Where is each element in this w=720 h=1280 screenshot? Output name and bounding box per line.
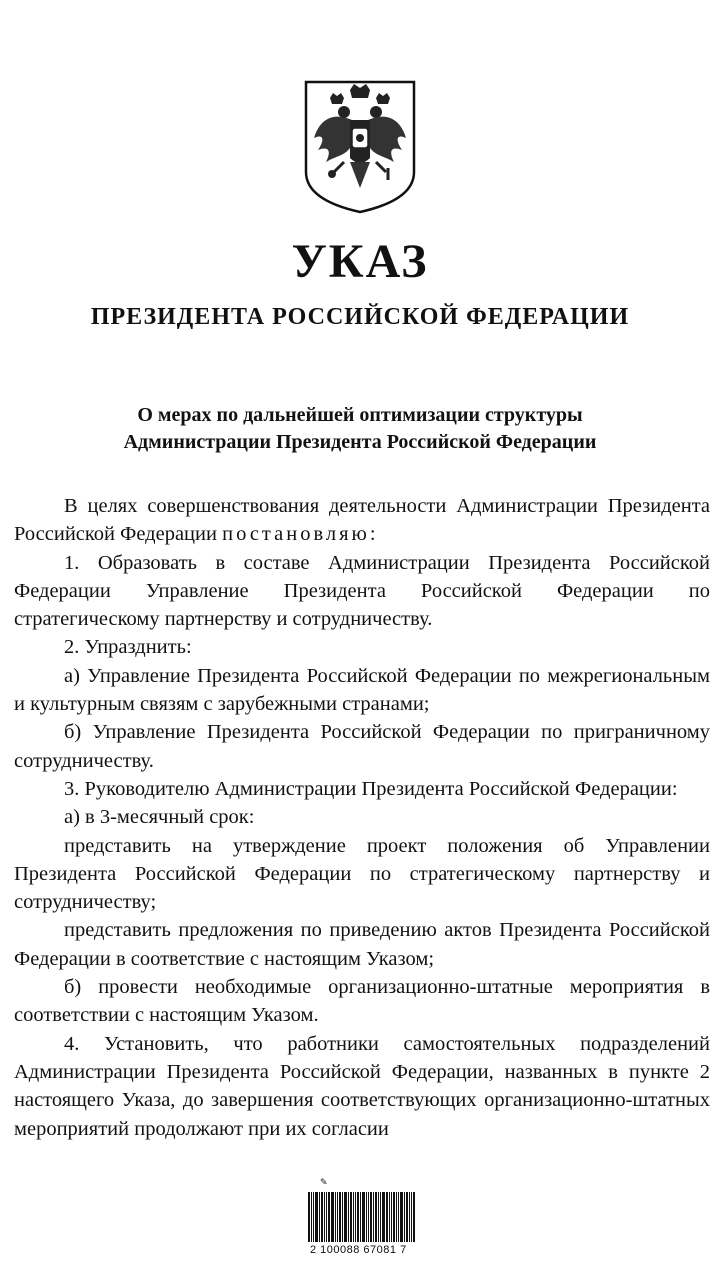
barcode-bar [313,1192,314,1242]
barcode-bar [308,1192,310,1242]
clause-4: 4. Установить, что работники самостоятельных подразделений Администрации Президента Российской Федерации, названных в пункте 2 настоящего Указа, до завершения соответствующих организационно-штатных мероприятий продолжают при их согласии [14,1032,710,1140]
barcode-bar [360,1192,361,1242]
decree-heading-line-1: О мерах по дальнейшей оптимизации структуры [137,404,583,426]
document-footer [300,1178,440,1268]
barcode [308,1192,418,1242]
barcode-bar [378,1192,379,1242]
barcode-bar [393,1192,395,1242]
clause-3b: б) провести необходимые организационно-штатные мероприятия в соответствии с настоящим Указом. [14,976,710,1027]
barcode-bar [398,1192,399,1242]
barcode-bar [362,1192,365,1242]
barcode-bar [389,1192,390,1242]
barcode-bar [366,1192,367,1242]
barcode-bar [319,1192,320,1242]
barcode-bar [331,1192,334,1242]
barcode-bar [350,1192,352,1242]
barcode-bar [411,1192,412,1242]
barcode-bar [344,1192,347,1242]
barcode-bar [335,1192,336,1242]
barcode-bar [339,1192,341,1242]
clause-2a: а) Управление Президента Российской Федерации по межрегиональным и культурным связям с зарубежными странами; [14,664,710,716]
preamble-text: В целях совершенствования деятельности Администрации Президента Российской Федерации [14,495,710,546]
barcode-bar [409,1192,410,1242]
barcode-bar [406,1192,408,1242]
barcode-bar [357,1192,359,1242]
barcode-bar [321,1192,323,1242]
barcode-bar [391,1192,392,1242]
barcode-bar [375,1192,377,1242]
decree-word: постановляю: [222,523,379,546]
barcode-bar [404,1192,405,1242]
barcode-bar [348,1192,349,1242]
barcode-bar [373,1192,374,1242]
document-subtitle: ПРЕЗИДЕНТА РОССИЙСКОЙ ФЕДЕРАЦИИ [90,304,630,330]
barcode-bar [413,1192,415,1242]
barcode-number: 2 100088 67081 7 [310,1244,407,1256]
barcode-bar [326,1192,327,1242]
barcode-bar [370,1192,372,1242]
clause-3a-item-2: представить предложения по приведению актов Президента Российской Федерации в соответствие с настоящим Указом; [14,919,710,970]
barcode-bar [382,1192,385,1242]
barcode-bar [353,1192,354,1242]
decree-heading-line-2: Администрации Президента Российской Федерации [123,431,597,453]
clause-3: 3. Руководителю Администрации Президента Российской Федерации: [64,777,678,800]
barcode-bar [337,1192,338,1242]
clause-3a: а) в 3-месячный срок: [64,806,255,829]
clause-2b: б) Управление Президента Российской Федерации по приграничному сотрудничеству. [14,721,710,772]
coat-of-arms-icon [300,76,420,216]
barcode-bar [368,1192,369,1242]
preamble-paragraph [14,492,710,549]
barcode-bar [311,1192,312,1242]
document-title: УКАЗ [291,235,429,288]
barcode-bar [328,1192,330,1242]
barcode-bar [386,1192,388,1242]
barcode-bar [396,1192,397,1242]
barcode-bar [400,1192,403,1242]
barcode-bar [315,1192,318,1242]
initials-mark-icon: ✎ [320,1178,328,1188]
barcode-bar [380,1192,381,1242]
clause-3a-item-1: представить на утверждение проект положения об Управлении Президента Российской Федерации по стратегическому партнерству и сотрудничеству; [14,834,710,914]
clause-2: 2. Упразднить: [64,636,192,659]
barcode-bar [355,1192,356,1242]
barcode-bar [324,1192,325,1242]
decree-heading [60,402,660,456]
clause-1: 1. Образовать в составе Администрации Президента Российской Федерации Управление Президента Российской Федерации по стратегическому партнерству и сотрудничеству. [14,551,710,631]
barcode-bar [342,1192,343,1242]
decree-body [14,492,710,1143]
